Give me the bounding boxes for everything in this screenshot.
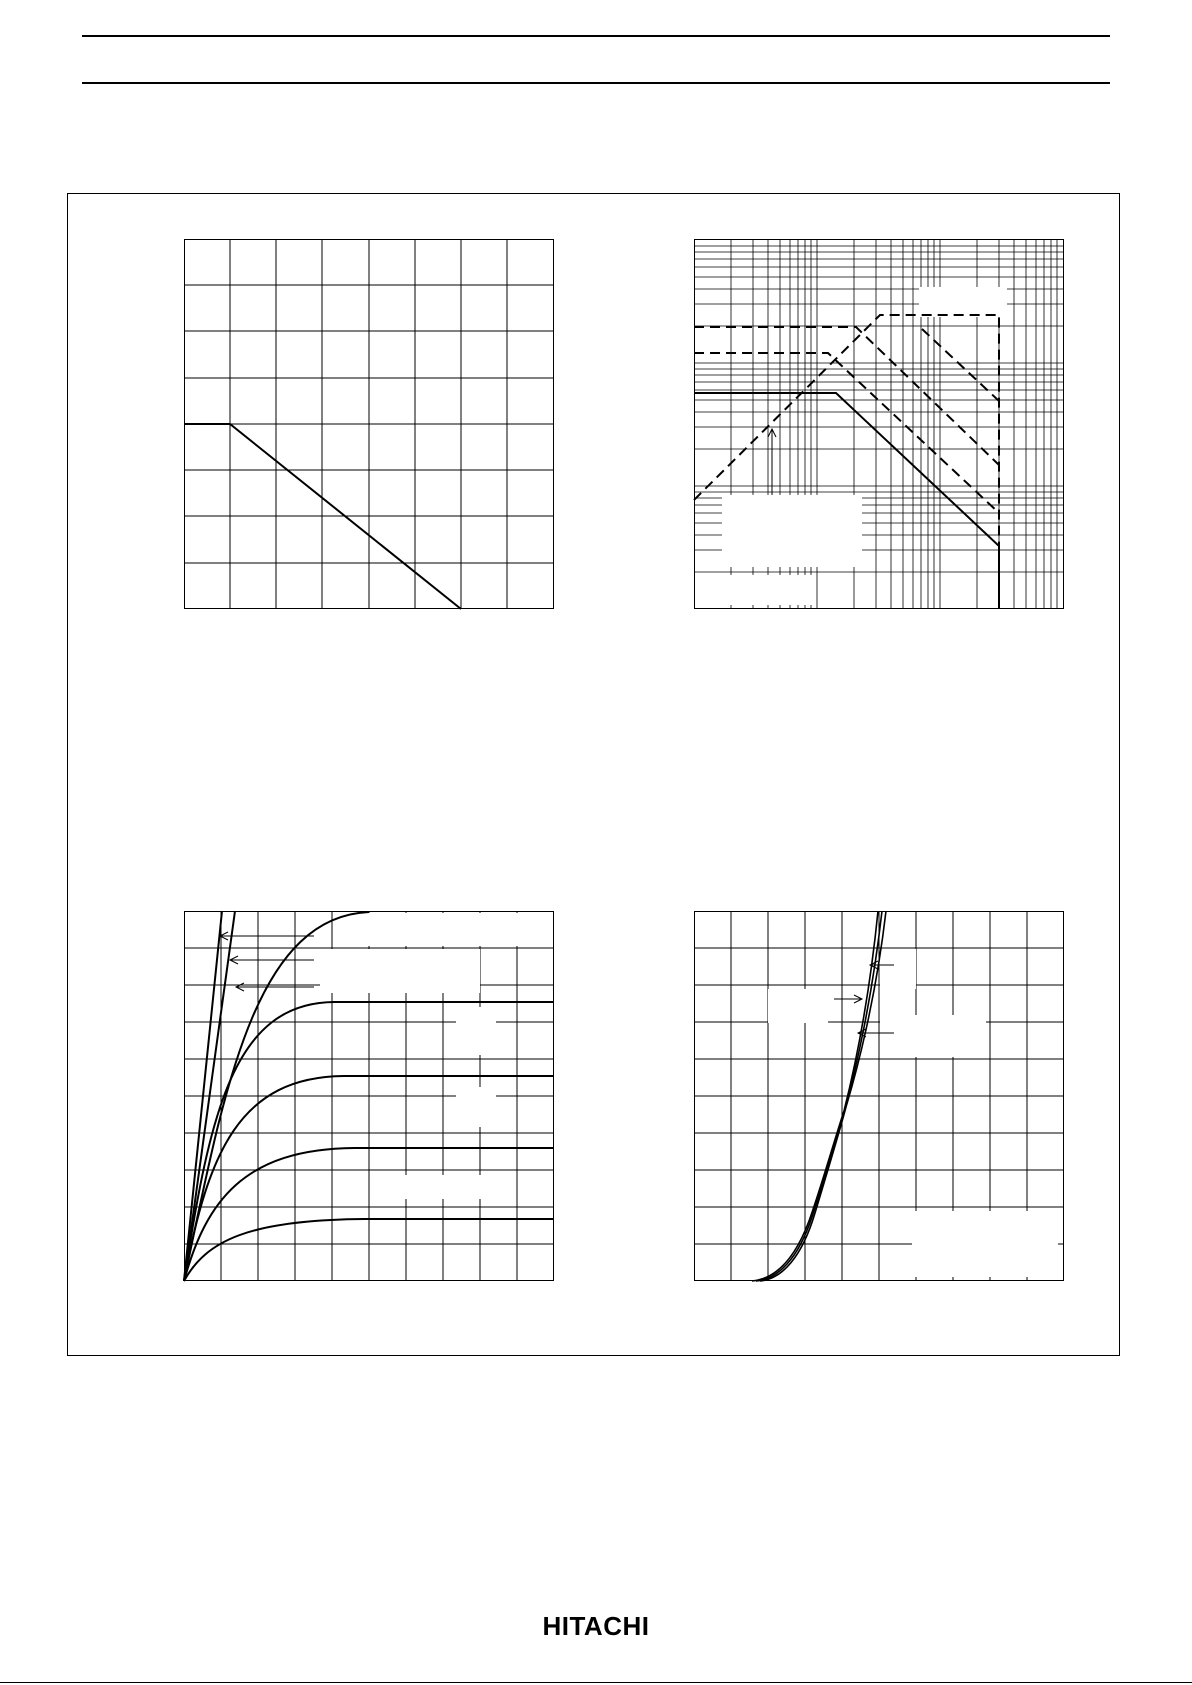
- soa-label-mask-left: [722, 495, 862, 567]
- output-label-mask-a: [368, 913, 544, 946]
- output-label-mask-c: [456, 1007, 496, 1055]
- soa-label-mask-bottom: [700, 575, 812, 605]
- header-rule-top: [82, 35, 1110, 37]
- output-label-mask-e: [388, 1175, 496, 1199]
- soa-pulse-limit-c: [694, 353, 999, 513]
- safe-operating-area-graph: [694, 239, 1064, 610]
- header-rule-bottom: [82, 82, 1110, 84]
- transfer-characteristics-graph: [694, 911, 1064, 1282]
- soa-annotation-arrow: [768, 429, 776, 495]
- footer-rule: [0, 1682, 1192, 1683]
- transfer-label-mask-c: [880, 1015, 986, 1057]
- transfer-label-mask-a: [880, 949, 916, 989]
- transfer-label-mask-b: [768, 989, 828, 1023]
- output-label-mask-b: [320, 949, 480, 993]
- output-characteristics-graph: [184, 911, 554, 1282]
- output-annotation-arrows: [220, 932, 314, 991]
- output-label-mask-d: [456, 1087, 496, 1127]
- soa-label-mask-upper: [919, 287, 1007, 317]
- hitachi-logo: HITACHI: [542, 1611, 650, 1641]
- transfer-label-mask-d: [912, 1211, 1058, 1277]
- derating-graph: [184, 239, 554, 610]
- derating-grid: [184, 239, 553, 609]
